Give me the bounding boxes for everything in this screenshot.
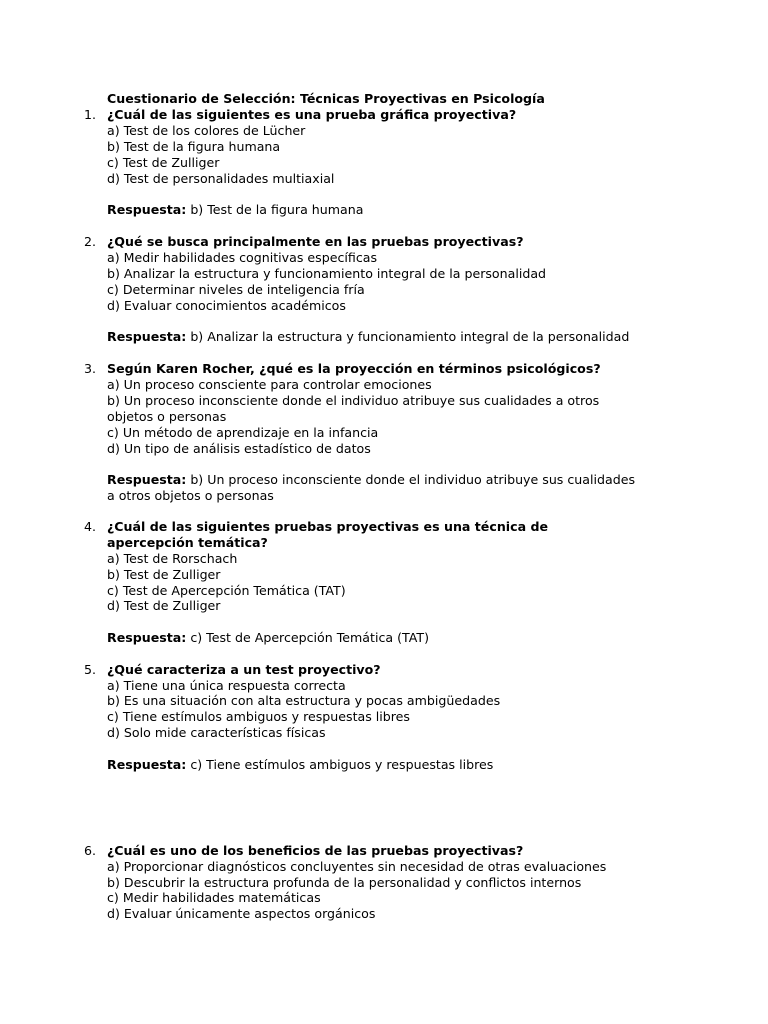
- answer-label: Respuesta:: [107, 202, 187, 217]
- answer-line: [107, 329, 629, 345]
- option: d) Evaluar conocimientos académicos: [107, 298, 346, 313]
- question-text: ¿Cuál de las siguientes es una prueba gráfica proyectiva?: [107, 107, 517, 122]
- question-text: Según Karen Rocher, ¿qué es la proyección en términos psicológicos?: [107, 361, 601, 376]
- answer-label: Respuesta:: [107, 630, 187, 645]
- option: a) Proporcionar diagnósticos concluyentes sin necesidad de otras evaluaciones: [107, 859, 607, 874]
- question-number: 3.: [84, 361, 97, 376]
- question-text: ¿Qué caracteriza a un test proyectivo?: [107, 662, 381, 677]
- option: b) Test de la figura humana: [107, 139, 281, 154]
- option: c) Determinar niveles de inteligencia fría: [107, 282, 365, 297]
- option: a) Test de los colores de Lücher: [107, 123, 306, 138]
- option: d) Evaluar únicamente aspectos orgánicos: [107, 906, 376, 921]
- option: b) Un proceso inconsciente donde el individuo atribuye sus cualidades a otros: [107, 393, 600, 408]
- option: a) Medir habilidades cognitivas específicas: [107, 250, 378, 265]
- option: objetos o personas: [107, 409, 227, 424]
- answer-text: b) Un proceso inconsciente donde el individuo atribuye sus cualidades: [186, 472, 636, 487]
- option: d) Un tipo de análisis estadístico de datos: [107, 441, 371, 456]
- option: c) Medir habilidades matemáticas: [107, 890, 321, 905]
- answer-line: [107, 757, 493, 773]
- option: b) Test de Zulliger: [107, 567, 221, 582]
- answer-text: c) Tiene estímulos ambiguos y respuestas libres: [186, 757, 494, 772]
- question-number: 4.: [84, 519, 97, 534]
- question-text: ¿Qué se busca principalmente en las pruebas proyectivas?: [107, 234, 524, 249]
- answer-text: c) Test de Apercepción Temática (TAT): [186, 630, 429, 645]
- question-number: 2.: [84, 234, 97, 249]
- question-text: ¿Cuál es uno de los beneficios de las pruebas proyectivas?: [107, 843, 524, 858]
- document-title: Cuestionario de Selección: Técnicas Proyectivas en Psicología: [107, 91, 545, 106]
- answer-label: Respuesta:: [107, 472, 187, 487]
- question-text: ¿Cuál de las siguientes pruebas proyectivas es una técnica de: [107, 519, 549, 534]
- option: d) Test de Zulliger: [107, 598, 221, 613]
- option: b) Es una situación con alta estructura y pocas ambigüedades: [107, 693, 501, 708]
- option: c) Tiene estímulos ambiguos y respuestas libres: [107, 709, 410, 724]
- answer-line: [107, 630, 429, 646]
- option: b) Analizar la estructura y funcionamiento integral de la personalidad: [107, 266, 547, 281]
- answer-text: b) Analizar la estructura y funcionamiento integral de la personalidad: [186, 329, 630, 344]
- answer-line: [107, 202, 363, 218]
- answer-label: Respuesta:: [107, 329, 187, 344]
- option: a) Test de Rorschach: [107, 551, 238, 566]
- option: b) Descubrir la estructura profunda de la personalidad y conflictos internos: [107, 875, 582, 890]
- option: a) Un proceso consciente para controlar emociones: [107, 377, 432, 392]
- option: d) Solo mide características físicas: [107, 725, 326, 740]
- option: c) Test de Apercepción Temática (TAT): [107, 583, 346, 598]
- option: a) Tiene una única respuesta correcta: [107, 678, 346, 693]
- answer-label: Respuesta:: [107, 757, 187, 772]
- question-number: 6.: [84, 843, 97, 858]
- question-number: 1.: [84, 107, 97, 122]
- option: c) Test de Zulliger: [107, 155, 220, 170]
- question-text: apercepción temática?: [107, 535, 268, 550]
- question-number: 5.: [84, 662, 97, 677]
- answer-line: [107, 472, 635, 488]
- option: c) Un método de aprendizaje en la infancia: [107, 425, 379, 440]
- option: d) Test de personalidades multiaxial: [107, 171, 335, 186]
- answer-text: a otros objetos o personas: [107, 488, 274, 503]
- answer-text: b) Test de la figura humana: [186, 202, 364, 217]
